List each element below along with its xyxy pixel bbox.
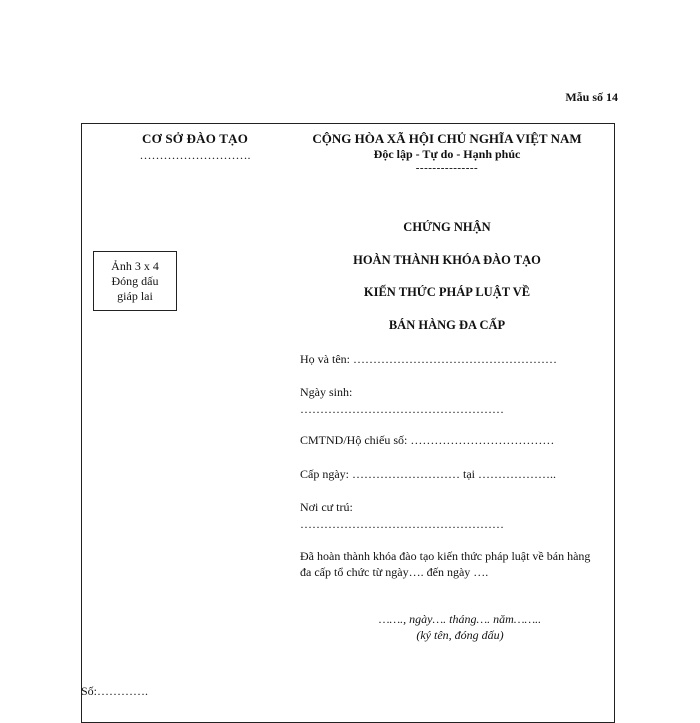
training-org-title: CƠ SỞ ĐÀO TẠO <box>141 131 249 146</box>
header-rule: --------------- <box>415 162 479 174</box>
certificate-title: CHỨNG NHẬN <box>403 220 491 234</box>
photo-seal-label: giáp lai <box>117 288 153 303</box>
residence-blank: …………………………………………… <box>300 517 504 531</box>
full-name-field: Họ và tên: …………………………………………… <box>300 352 557 366</box>
photo-placeholder <box>93 251 177 311</box>
id-number-field: CMTND/Hộ chiếu số: ……………………………… <box>300 433 555 447</box>
signature-date-line: ……., ngày…. tháng…. năm…….. <box>378 612 542 626</box>
issue-date-field: Cấp ngày: ……………………… tại ……………….. <box>300 467 556 481</box>
certificate-subtitle-3: BÁN HÀNG ĐA CẤP <box>388 318 506 332</box>
residence-label: Nơi cư trú: <box>300 500 353 514</box>
certificate-subtitle-1: HOÀN THÀNH KHÓA ĐÀO TẠO <box>353 253 541 267</box>
signature-note: (ký tên, đóng dấu) <box>416 628 504 642</box>
national-title: CỘNG HÒA XÃ HỘI CHỦ NGHĨA VIỆT NAM <box>312 131 582 146</box>
dob-blank: …………………………………………… <box>300 402 504 416</box>
photo-size-label: Ảnh 3 x 4 <box>111 258 159 273</box>
certificate-subtitle-2: KIẾN THỨC PHÁP LUẬT VỀ <box>363 285 531 299</box>
completion-statement: Đã hoàn thành khóa đào tạo kiến thức pháp luật về bán hàng đa cấp tổ chức từ ngày…. đến ngày …. <box>300 549 591 579</box>
dob-label: Ngày sinh: <box>300 385 353 399</box>
serial-number: Số:…………. <box>81 684 149 698</box>
national-motto: Độc lập - Tự do - Hạnh phúc <box>373 147 521 161</box>
photo-stamp-label: Đóng dấu <box>111 273 159 288</box>
form-number: Mẫu số 14 <box>565 90 618 104</box>
training-org-name-blank: ………………………. <box>139 148 251 162</box>
